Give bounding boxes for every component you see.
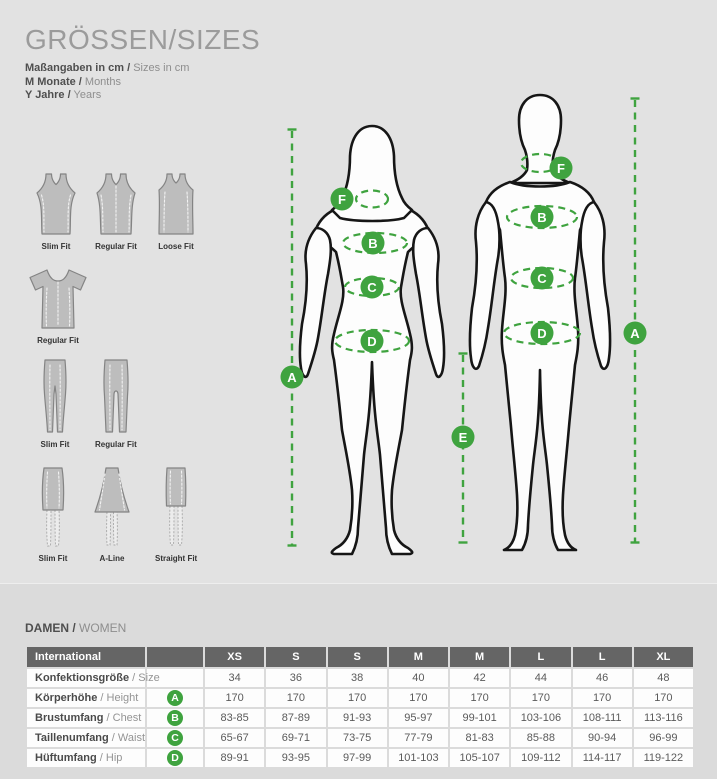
table-header-size-xl-9: XL	[634, 647, 693, 667]
size-value: 108-111	[573, 709, 632, 727]
size-value: 96-99	[634, 729, 693, 747]
size-value: 170	[328, 689, 387, 707]
marker-e	[452, 426, 475, 449]
table-header-row	[27, 647, 693, 667]
garment-tank-loose	[153, 172, 199, 251]
legend-line: Y Jahre / Years	[25, 89, 102, 101]
measurement-figures	[270, 85, 717, 580]
garment-tank-regular	[93, 172, 139, 251]
svg-text:B: B	[368, 236, 378, 251]
size-value: 83-85	[205, 709, 264, 727]
legend	[25, 62, 189, 103]
size-value: 44	[511, 669, 570, 687]
row-marker-cell	[147, 709, 203, 727]
size-value: 97-99	[328, 749, 387, 767]
marker-a-badge: A	[167, 690, 183, 706]
marker-d-male	[531, 322, 554, 345]
garment-label: Straight Fit	[155, 554, 198, 563]
size-value: 42	[450, 669, 509, 687]
garment-label: Regular Fit	[37, 336, 79, 345]
marker-b-male	[531, 206, 554, 229]
size-value: 109-112	[511, 749, 570, 767]
table-header-size-m-5: M	[389, 647, 448, 667]
size-table	[25, 645, 695, 769]
table-row	[27, 749, 693, 767]
size-value: 65-67	[205, 729, 264, 747]
legend-line: M Monate / Months	[25, 75, 121, 88]
tank-top-slim-icon	[33, 172, 79, 238]
size-value: 170	[511, 689, 570, 707]
size-value: 114-117	[573, 749, 632, 767]
size-value: 81-83	[450, 729, 509, 747]
size-value: 170	[450, 689, 509, 707]
tank-top-regular-icon	[93, 172, 139, 238]
garment-skirt-straight	[155, 466, 197, 563]
svg-text:C: C	[367, 280, 377, 295]
marker-a-male	[624, 322, 647, 345]
size-value: 101-103	[389, 749, 448, 767]
garment-tshirt-regular	[26, 268, 90, 345]
size-value: 87-89	[266, 709, 325, 727]
svg-text:B: B	[537, 210, 547, 225]
garment-label: Regular Fit	[95, 242, 137, 251]
size-value: 91-93	[328, 709, 387, 727]
marker-d-female	[361, 330, 384, 353]
table-row	[27, 689, 693, 707]
row-label: Körperhöhe / Height	[27, 689, 145, 707]
garment-label: Slim Fit	[38, 554, 68, 563]
svg-text:A: A	[630, 326, 640, 341]
svg-text:D: D	[367, 334, 377, 349]
row-marker-cell	[147, 729, 203, 747]
size-value: 170	[389, 689, 448, 707]
table-row	[27, 709, 693, 727]
marker-b-female	[362, 232, 385, 255]
table-header-size-l-7: L	[511, 647, 570, 667]
size-value: 95-97	[389, 709, 448, 727]
svg-text:C: C	[537, 271, 547, 286]
table-header-size-l-8: L	[573, 647, 632, 667]
garment-pants-slim	[38, 358, 72, 449]
size-value: 170	[634, 689, 693, 707]
row-marker-cell	[147, 689, 203, 707]
tank-top-loose-icon	[153, 172, 199, 238]
marker-c-male	[531, 267, 554, 290]
garment-pants-regular	[95, 358, 137, 449]
size-value: 46	[573, 669, 632, 687]
size-value: 89-91	[205, 749, 264, 767]
table-row	[27, 669, 693, 687]
pants-regular-icon	[99, 358, 133, 436]
size-value: 105-107	[450, 749, 509, 767]
svg-text:A: A	[287, 370, 297, 385]
table-header-international: International	[27, 647, 145, 667]
skirt-slim-icon	[36, 466, 70, 550]
marker-c-badge: C	[167, 730, 183, 746]
size-value: 90-94	[573, 729, 632, 747]
female-left-arm	[300, 228, 331, 377]
size-value: 40	[389, 669, 448, 687]
male-torso-legs	[486, 182, 594, 550]
size-value: 119-122	[634, 749, 693, 767]
table-header-size-s-4: S	[328, 647, 387, 667]
size-value: 38	[328, 669, 387, 687]
garment-label: Regular Fit	[95, 440, 137, 449]
size-value: 85-88	[511, 729, 570, 747]
female-torso-legs	[316, 208, 428, 554]
size-value: 113-116	[634, 709, 693, 727]
size-value: 77-79	[389, 729, 448, 747]
size-value: 34	[205, 669, 264, 687]
marker-b-badge: B	[167, 710, 183, 726]
svg-text:F: F	[557, 161, 565, 176]
section-title-damen-women: DAMEN / WOMEN	[25, 621, 127, 635]
female-right-arm	[413, 228, 444, 377]
size-value: 93-95	[266, 749, 325, 767]
size-value: 48	[634, 669, 693, 687]
row-label: Taillenumfang / Waist	[27, 729, 145, 747]
table-header-size-s-3: S	[266, 647, 325, 667]
table-header-size-xs-2: XS	[205, 647, 264, 667]
marker-f-male	[550, 157, 573, 180]
garment-label: A-Line	[99, 554, 125, 563]
row-label: Konfektionsgröße / Size	[27, 669, 145, 687]
skirt-aline-icon	[90, 466, 134, 550]
garment-label: Slim Fit	[41, 242, 71, 251]
pants-slim-icon	[38, 358, 72, 436]
skirt-straight-icon	[159, 466, 193, 550]
tshirt-icon	[26, 268, 90, 332]
male-right-arm	[581, 202, 611, 369]
size-value: 36	[266, 669, 325, 687]
male-height-line	[631, 99, 640, 543]
table-header-size-m-6: M	[450, 647, 509, 667]
row-marker-cell	[147, 749, 203, 767]
male-left-arm	[470, 202, 500, 369]
svg-text:E: E	[458, 430, 468, 445]
size-value: 170	[205, 689, 264, 707]
size-value: 170	[573, 689, 632, 707]
garment-tank-slim	[33, 172, 79, 251]
size-value: 73-75	[328, 729, 387, 747]
garment-label: Slim Fit	[40, 440, 70, 449]
row-label: Brustumfang / Chest	[27, 709, 145, 727]
size-value: 170	[266, 689, 325, 707]
garment-label: Loose Fit	[158, 242, 194, 251]
size-value: 99-101	[450, 709, 509, 727]
table-header-marker-col	[147, 647, 203, 667]
size-value: 103-106	[511, 709, 570, 727]
svg-text:D: D	[537, 326, 547, 341]
garment-skirt-aline	[90, 466, 134, 563]
garment-skirt-slim	[36, 466, 70, 563]
size-value: 69-71	[266, 729, 325, 747]
marker-c-female	[361, 276, 384, 299]
marker-d-badge: D	[167, 750, 183, 766]
page-title: GRÖSSEN/SIZES	[25, 24, 261, 55]
legend-line: Maßangaben in cm / Sizes in cm	[25, 62, 190, 74]
marker-f-female	[331, 188, 354, 211]
table-row	[27, 729, 693, 747]
svg-text:F: F	[338, 192, 346, 207]
row-label: Hüftumfang / Hip	[27, 749, 145, 767]
female-height-line	[288, 130, 297, 546]
marker-a-female	[281, 366, 304, 389]
